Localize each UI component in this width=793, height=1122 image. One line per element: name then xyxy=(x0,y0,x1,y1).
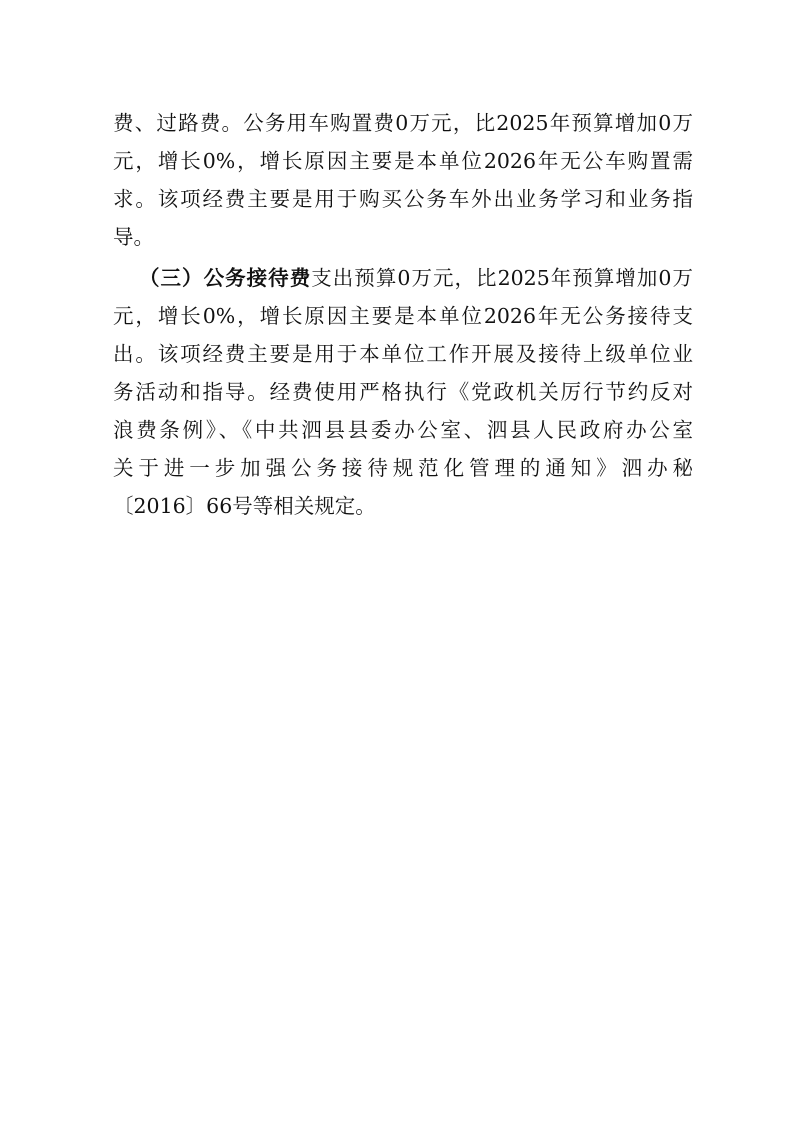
paragraph-line: 元，增长0%，增长原因主要是本单位2026年无公务接待支 xyxy=(113,304,693,328)
paragraph-line: 关于进一步加强公务接待规范化管理的通知》泗办秘 xyxy=(113,456,693,480)
paragraph-vehicle-expenses xyxy=(113,104,693,256)
paragraph-first-line xyxy=(113,259,693,297)
document-body xyxy=(113,104,693,525)
paragraph-line: 费、过路费。公务用车购置费0万元，比2025年预算增加0万 xyxy=(113,111,693,135)
paragraph-line: 导。 xyxy=(113,225,154,249)
paragraph-line: 〔2016〕66号等相关规定。 xyxy=(113,494,376,518)
paragraph-line: 浪费条例》、《中共泗县县委办公室、泗县人民政府办公室 xyxy=(113,418,693,442)
section-heading: （三）公务接待费 xyxy=(139,266,312,290)
paragraph-line: 元，增长0%，增长原因主要是本单位2026年无公车购置需 xyxy=(113,149,693,173)
paragraph-line-text: 支出预算0万元，比2025年预算增加0万 xyxy=(311,266,693,290)
paragraph-reception-expenses xyxy=(113,259,693,525)
paragraph-line: 务活动和指导。经费使用严格执行《党政机关厉行节约反对 xyxy=(113,380,693,404)
paragraph-line: 求。该项经费主要是用于购买公务车外出业务学习和业务指 xyxy=(113,187,693,211)
paragraph-line: 出。该项经费主要是用于本单位工作开展及接待上级单位业 xyxy=(113,342,693,366)
